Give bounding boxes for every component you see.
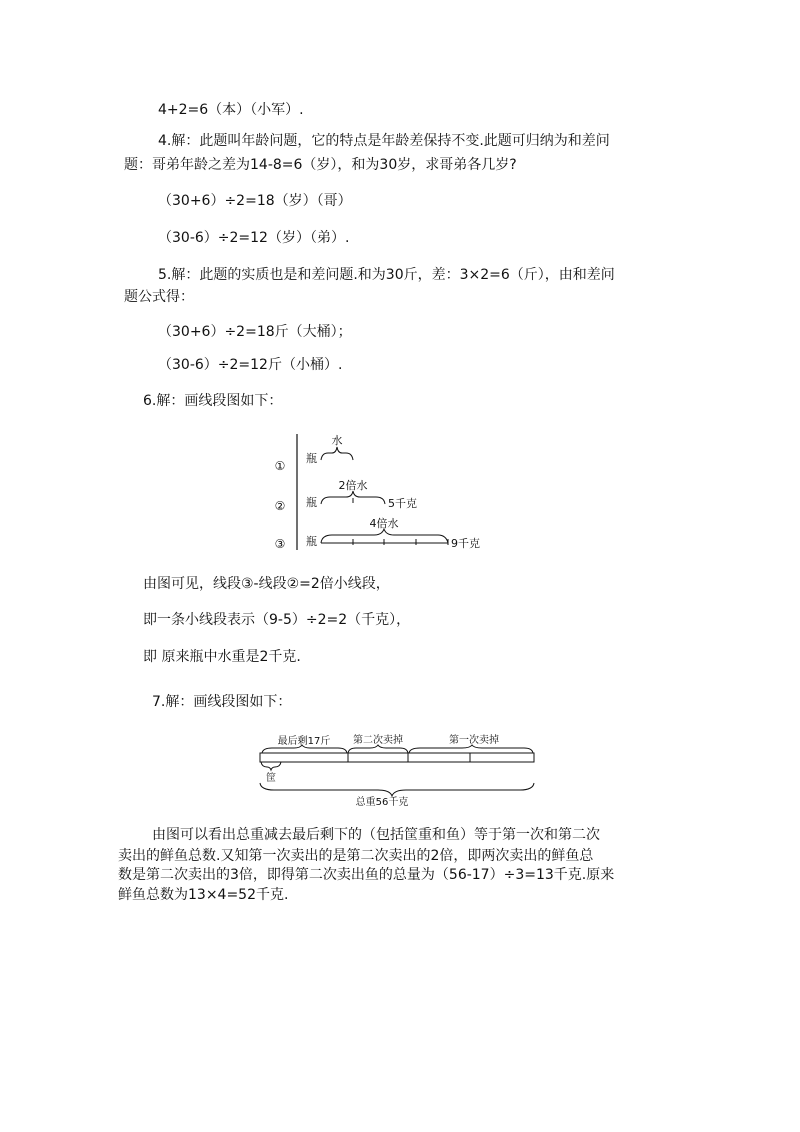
text-line: 题：哥弟年龄之差为14-8=6（岁），和为30岁，求哥弟各几岁?: [124, 157, 517, 173]
text-line: 数是第二次卖出的3倍，即得第二次卖出鱼的总量为（56-17）÷3=13千克.原来: [118, 867, 615, 883]
text-line: （30-6）÷2=12斤（小桶）.: [158, 357, 343, 373]
total-brace: [260, 783, 534, 796]
bottle-label-3: 瓶: [306, 535, 317, 548]
second-sale-brace: [348, 745, 408, 753]
figure-7-line-diagram: [252, 727, 542, 807]
water-label-1: 水: [331, 434, 343, 447]
first-sale-label: 第一次卖掉: [449, 735, 499, 746]
bottle-label-2: 瓶: [306, 496, 317, 509]
text-line: （30-6）÷2=12（岁）（弟）.: [158, 230, 350, 246]
circle-label-3: ③: [274, 537, 286, 551]
text-line: 卖出的鲜鱼总数.又知第一次卖出的是第二次卖出的2倍，即两次卖出的鲜鱼总: [118, 848, 594, 864]
text-line: 由图可见，线段③-线段②=2倍小线段，: [143, 576, 390, 592]
text-line: 由图可以看出总重减去最后剩下的（包括筐重和鱼）等于第一次和第二次: [152, 827, 600, 843]
weight-label-3: 9千克: [451, 537, 480, 550]
remaining-label: 最后剩17斤: [277, 736, 331, 747]
text-line: 6.解：画线段图如下：: [143, 393, 283, 409]
second-sale-label: 第二次卖掉: [353, 735, 403, 746]
basket-label: 筐: [266, 773, 276, 784]
total-weight-bar: [260, 753, 534, 762]
text-line: （30+6）÷2=18斤（大桶）；: [158, 324, 352, 340]
text-line: 即一条小线段表示（9-5）÷2=2（千克），: [143, 612, 411, 628]
text-line: 4.解：此题叫年龄问题，它的特点是年龄差保持不变.此题可归纳为和差问: [158, 133, 610, 149]
total-label: 总重56千克: [355, 797, 409, 807]
text-line: 题公式得：: [124, 289, 194, 305]
text-line: 5.解：此题的实质也是和差问题.和为30斤，差：3×2=6（斤），由和差问: [158, 267, 615, 283]
bottle-label-1: 瓶: [306, 452, 317, 465]
water-brace-1: [321, 447, 353, 460]
water-label-2: 2倍水: [338, 479, 368, 492]
text-line: 即 原来瓶中水重是2千克.: [143, 649, 301, 665]
text-line: 鲜鱼总数为13×4=52千克.: [118, 887, 289, 903]
circle-label-1: ①: [274, 459, 286, 473]
basket-brace: [261, 762, 281, 770]
figure-6-line-diagram: [270, 428, 490, 552]
text-line: 4+2=6（本）（小军）.: [158, 102, 304, 118]
weight-label-2: 5千克: [388, 497, 417, 510]
first-sale-brace: [409, 745, 533, 753]
water-label-3: 4倍水: [369, 517, 399, 530]
text-line: （30+6）÷2=18（岁）（哥）: [158, 193, 352, 209]
text-line: 7.解：画线段图如下：: [152, 694, 292, 710]
circle-label-2: ②: [274, 499, 286, 513]
